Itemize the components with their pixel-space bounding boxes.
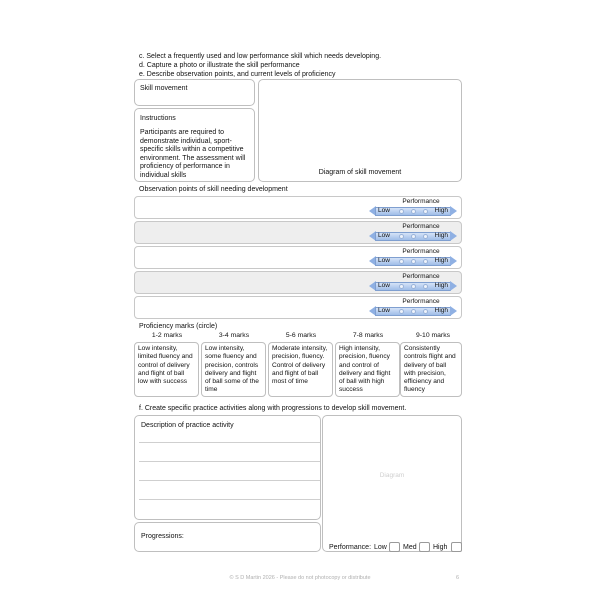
writing-line: [139, 480, 320, 481]
scale-dot[interactable]: [399, 259, 404, 264]
marks-band-2[interactable]: [201, 342, 266, 397]
perf-high-label: High: [433, 544, 448, 551]
marks-label-1: 1-2 marks: [151, 332, 183, 339]
performance-scale[interactable]: [369, 231, 457, 242]
scale-dot[interactable]: [411, 309, 416, 314]
marks-band-1[interactable]: [134, 342, 199, 397]
performance-scale[interactable]: [369, 206, 457, 217]
scale-high-label: High: [434, 207, 448, 214]
perf-high-checkbox[interactable]: [451, 542, 462, 552]
marks-band-desc: Low intensity, some fluency and precision, controls delivery and flight of ball some of the time: [205, 345, 259, 394]
observation-row-3[interactable]: [134, 246, 462, 269]
writing-line: [139, 461, 320, 462]
observation-heading: Observation points of skill needing development: [139, 186, 288, 193]
scale-dot[interactable]: [399, 284, 404, 289]
instructions-body: Participants are required to demonstrate individual, sport-specific skills within a competitive environment. The assessment will proficiency of performance in individual skills: [140, 129, 246, 179]
instruction-d: d. Capture a photo or illustrate the skill performance: [139, 62, 300, 69]
scale-dot[interactable]: [423, 309, 428, 314]
marks-band-desc: Moderate intensity, precision, fluency. Control of delivery and flight of ball most of time: [272, 345, 328, 386]
scale-dot[interactable]: [411, 259, 416, 264]
progressions-box[interactable]: [134, 522, 321, 552]
performance-scale[interactable]: [369, 256, 457, 267]
instructions-box: [134, 108, 255, 182]
skill-movement-label: Skill movement: [140, 85, 188, 92]
scale-dot[interactable]: [411, 284, 416, 289]
marks-label-3: 5-6 marks: [285, 332, 317, 339]
proficiency-heading: Proficiency marks (circle): [139, 323, 218, 330]
writing-line: [139, 442, 320, 443]
performance-title: Performance: [402, 248, 440, 255]
arrow-right-icon: [450, 306, 457, 316]
scale-dot[interactable]: [399, 234, 404, 239]
marks-band-4[interactable]: [335, 342, 400, 397]
scale-high-label: High: [434, 232, 448, 239]
marks-label-4: 7-8 marks: [352, 332, 384, 339]
performance-title: Performance: [402, 198, 440, 205]
scale-dot[interactable]: [411, 209, 416, 214]
marks-label-2: 3-4 marks: [218, 332, 250, 339]
scale-dot[interactable]: [423, 209, 428, 214]
marks-band-desc: Consistently controls flight and delivery of ball with precision, efficiency and fluency: [404, 345, 456, 394]
performance-scale[interactable]: [369, 281, 457, 292]
scale-high-label: High: [434, 307, 448, 314]
performance-title: Performance: [402, 223, 440, 230]
scale-dot[interactable]: [399, 309, 404, 314]
skill-movement-box[interactable]: [134, 79, 255, 106]
scale-dot[interactable]: [423, 234, 428, 239]
skill-diagram-box[interactable]: [258, 79, 462, 182]
practice-heading: f. Create specific practice activities along with progressions to develop skill movement.: [139, 405, 407, 412]
marks-band-desc: High intensity, precision, fluency and control of delivery and flight of ball with high success: [339, 345, 391, 394]
observation-row-2[interactable]: [134, 221, 462, 244]
perf-med-label: Med: [403, 544, 417, 551]
progressions-label: Progressions:: [141, 533, 184, 540]
scale-dot[interactable]: [423, 284, 428, 289]
page-number: 6: [456, 575, 460, 581]
instructions-title: Instructions: [140, 115, 176, 122]
scale-low-label: Low: [378, 232, 390, 239]
perf-low-label: Low: [374, 544, 387, 551]
perf-med-checkbox[interactable]: [419, 542, 430, 552]
scale-dot[interactable]: [399, 209, 404, 214]
performance-title: Performance: [402, 273, 440, 280]
arrow-right-icon: [450, 281, 457, 291]
instruction-c: c. Select a frequently used and low performance skill which needs developing.: [139, 53, 382, 60]
diagram-caption: Diagram of skill movement: [318, 168, 402, 176]
performance-title: Performance: [402, 298, 440, 305]
scale-low-label: Low: [378, 307, 390, 314]
practice-description-label: Description of practice activity: [141, 422, 234, 429]
scale-low-label: Low: [378, 207, 390, 214]
arrow-right-icon: [450, 206, 457, 216]
scale-high-label: High: [434, 257, 448, 264]
practice-description-box[interactable]: [134, 415, 321, 520]
marks-label-5: 9-10 marks: [416, 332, 450, 339]
perf-low-checkbox[interactable]: [389, 542, 400, 552]
practice-performance-label: Performance:: [329, 544, 372, 551]
marks-band-3[interactable]: [268, 342, 333, 397]
practice-diagram-box[interactable]: [322, 415, 462, 552]
marks-band-5[interactable]: [400, 342, 462, 397]
observation-row-5[interactable]: [134, 296, 462, 319]
scale-dot[interactable]: [423, 259, 428, 264]
diagram-watermark: Diagram: [379, 472, 405, 479]
scale-dot[interactable]: [411, 234, 416, 239]
performance-scale[interactable]: [369, 306, 457, 317]
arrow-right-icon: [450, 256, 457, 266]
observation-row-1[interactable]: [134, 196, 462, 219]
writing-line: [139, 499, 320, 500]
observation-row-4[interactable]: [134, 271, 462, 294]
marks-band-desc: Low intensity, limited fluency and control of delivery and flight of ball low with success: [138, 345, 193, 386]
scale-low-label: Low: [378, 282, 390, 289]
arrow-right-icon: [450, 231, 457, 241]
footer-copyright: © S D Martin 2026 - Please do not photocopy or distribute: [229, 575, 371, 581]
scale-low-label: Low: [378, 257, 390, 264]
scale-high-label: High: [434, 282, 448, 289]
instruction-e: e. Describe observation points, and current levels of proficiency: [139, 71, 336, 78]
